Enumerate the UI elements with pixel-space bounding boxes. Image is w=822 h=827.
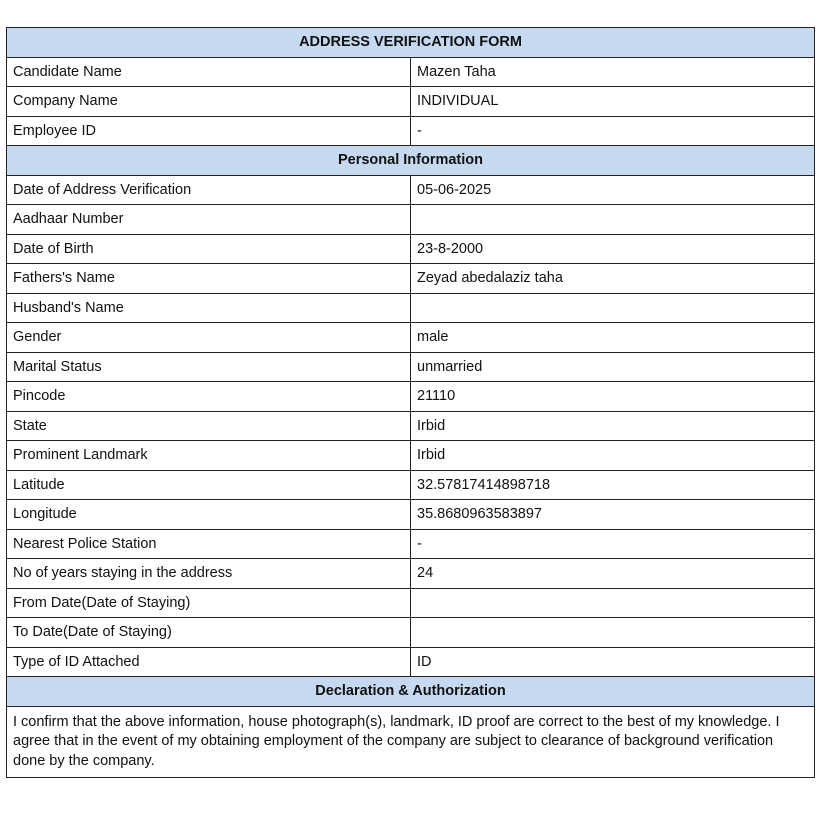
table-row <box>7 529 815 559</box>
field-value: Mazen Taha <box>411 57 815 87</box>
field-value: 23-8-2000 <box>411 234 815 264</box>
address-verification-table <box>6 27 815 778</box>
field-label: State <box>7 411 411 441</box>
field-label: Aadhaar Number <box>7 205 411 235</box>
field-label: Latitude <box>7 470 411 500</box>
table-row <box>7 57 815 87</box>
field-label: Marital Status <box>7 352 411 382</box>
table-row <box>7 559 815 589</box>
section-header-declaration-row <box>7 677 815 707</box>
field-value: male <box>411 323 815 353</box>
field-label: Fathers's Name <box>7 264 411 294</box>
section-header-personal-information-row <box>7 146 815 176</box>
form-title: ADDRESS VERIFICATION FORM <box>7 28 815 58</box>
field-label: Candidate Name <box>7 57 411 87</box>
field-label: Company Name <box>7 87 411 117</box>
field-value: unmarried <box>411 352 815 382</box>
section-header-personal-information: Personal Information <box>7 146 815 176</box>
field-value: 21110 <box>411 382 815 412</box>
field-value: Zeyad abedalaziz taha <box>411 264 815 294</box>
declaration-row <box>7 706 815 778</box>
field-label: Nearest Police Station <box>7 529 411 559</box>
table-row <box>7 618 815 648</box>
field-label: Gender <box>7 323 411 353</box>
field-value: Irbid <box>411 441 815 471</box>
field-value: 05-06-2025 <box>411 175 815 205</box>
table-row <box>7 441 815 471</box>
field-value: Irbid <box>411 411 815 441</box>
table-row <box>7 470 815 500</box>
field-value: - <box>411 529 815 559</box>
table-row <box>7 116 815 146</box>
table-row <box>7 87 815 117</box>
table-row <box>7 264 815 294</box>
table-row <box>7 352 815 382</box>
table-row <box>7 411 815 441</box>
form-title-row <box>7 28 815 58</box>
table-row <box>7 205 815 235</box>
table-row <box>7 323 815 353</box>
field-value <box>411 205 815 235</box>
table-row <box>7 382 815 412</box>
field-value: - <box>411 116 815 146</box>
field-label: Longitude <box>7 500 411 530</box>
field-value: 32.57817414898718 <box>411 470 815 500</box>
field-label: From Date(Date of Staying) <box>7 588 411 618</box>
field-value <box>411 293 815 323</box>
field-value <box>411 618 815 648</box>
field-label: To Date(Date of Staying) <box>7 618 411 648</box>
field-label: Husband's Name <box>7 293 411 323</box>
table-row <box>7 293 815 323</box>
table-row <box>7 500 815 530</box>
table-row <box>7 175 815 205</box>
table-row <box>7 647 815 677</box>
field-label: Date of Birth <box>7 234 411 264</box>
field-label: Date of Address Verification <box>7 175 411 205</box>
declaration-text: I confirm that the above information, house photograph(s), landmark, ID proof are correct to the best of my knowledge. I agree that in the event of my obtaining employment of the company are subject to clearance of background verification done by the company. <box>7 706 815 778</box>
section-header-declaration: Declaration & Authorization <box>7 677 815 707</box>
field-label: Employee ID <box>7 116 411 146</box>
field-label: No of years staying in the address <box>7 559 411 589</box>
field-value: INDIVIDUAL <box>411 87 815 117</box>
table-row <box>7 234 815 264</box>
field-value: 35.8680963583897 <box>411 500 815 530</box>
table-row <box>7 588 815 618</box>
field-value: 24 <box>411 559 815 589</box>
field-label: Type of ID Attached <box>7 647 411 677</box>
field-value <box>411 588 815 618</box>
field-label: Pincode <box>7 382 411 412</box>
field-value: ID <box>411 647 815 677</box>
field-label: Prominent Landmark <box>7 441 411 471</box>
